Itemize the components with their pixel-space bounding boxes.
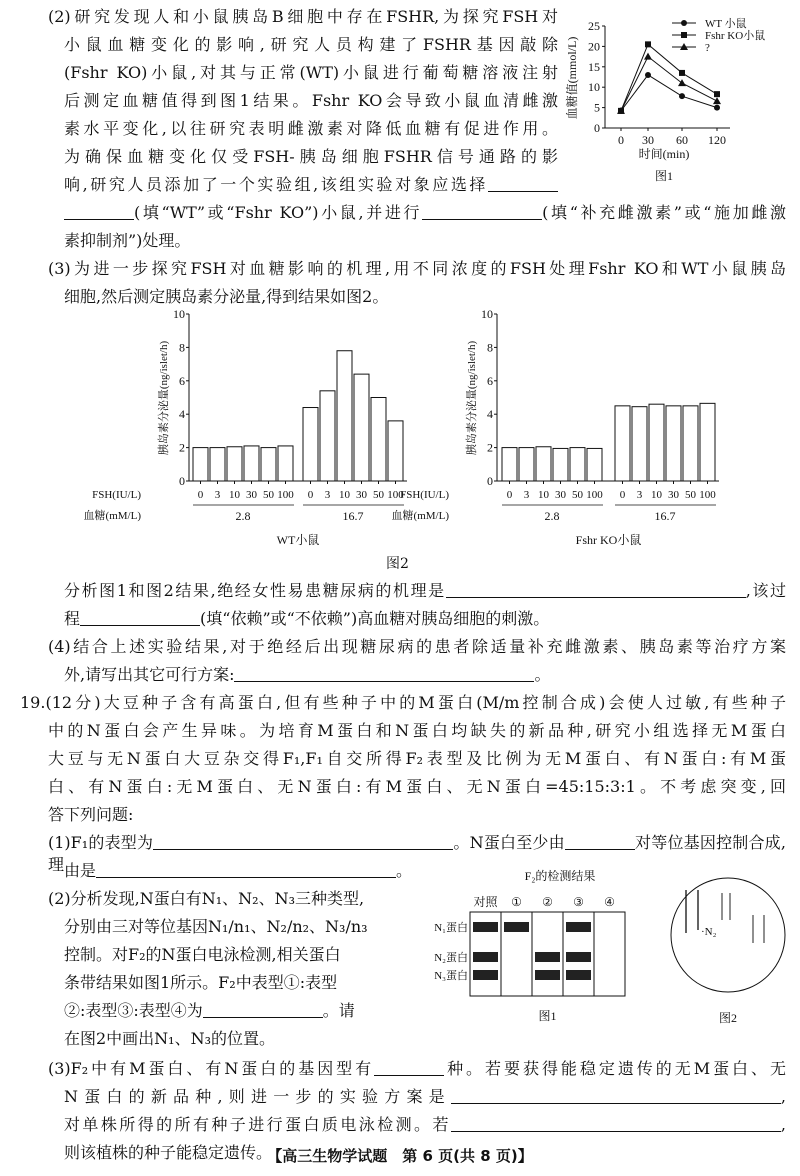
row-label-fsh: FSH(IU/L) <box>92 489 141 501</box>
y-tick-label: 6 <box>179 373 185 388</box>
bar <box>666 406 681 481</box>
text-line <box>64 1028 275 1050</box>
text-segment: 程 <box>64 609 81 628</box>
group-label: 2.8 <box>235 509 251 523</box>
answer-blank[interactable] <box>565 833 635 850</box>
protein-band <box>535 970 560 980</box>
text-line <box>48 888 364 910</box>
y-tick-label: 0 <box>487 474 493 488</box>
y-tick-label: 0 <box>594 121 600 135</box>
text-segment: 条带结果如图1所示。F₂中表型①:表型 <box>64 973 338 992</box>
text-segment: N蛋白的新品种,则进一步的实验方案是 <box>64 1087 451 1106</box>
text-segment: (Fshr KO)小鼠,对其与正常(WT)小鼠进行葡萄糖溶液注射 <box>64 63 558 82</box>
x-tick-label: 10 <box>339 489 350 501</box>
text-segment: 对单株所得的所有种子进行蛋白质电泳检测。若 <box>64 1115 451 1134</box>
text-segment: 为确保血糖变化仅受FSH-胰岛细胞FSHR信号通路的影 <box>64 147 558 166</box>
figure-2-wt-bar-chart <box>83 300 420 560</box>
x-tick-label: 50 <box>263 489 274 501</box>
text-line <box>48 720 786 742</box>
x-tick-label: 100 <box>699 489 716 501</box>
group-label: 2.8 <box>544 509 560 523</box>
x-tick-label: 0 <box>197 489 204 501</box>
text-line <box>64 174 558 196</box>
x-tick-label: 3 <box>523 489 530 501</box>
y-axis-label: 血糖值(mmol/L) <box>565 36 579 120</box>
x-tick-label: 3 <box>324 489 331 501</box>
answer-blank[interactable] <box>80 609 200 626</box>
text-line <box>48 258 786 280</box>
text-line <box>64 62 558 84</box>
text-segment: 在图2中画出N₁、N₃的位置。 <box>64 1029 276 1048</box>
text-segment: 分析图1和图2结果,绝经女性易患糖尿病的机理是 <box>64 581 446 600</box>
text-segment: (填“依赖”或“不依赖”)高血糖对胰岛细胞的刺激。 <box>200 609 550 628</box>
text-segment: 大豆与无N蛋白大豆杂交得F₁,F₁自交所得F₂表型及比例为无M蛋白、有N蛋白:有M蛋 <box>48 749 786 768</box>
y-tick-label: 4 <box>179 407 185 422</box>
data-point <box>681 20 687 26</box>
text-segment: 素抑制剂”)处理。 <box>64 231 191 250</box>
text-segment: 19.(12分)大豆种子含有高蛋白,但有些种子中的M蛋白(M/m控制合成)会使人过敏,有些种子 <box>20 693 786 712</box>
protein-band <box>473 970 498 980</box>
x-axis-label: 时间(min) <box>638 147 690 161</box>
answer-blank[interactable] <box>422 203 542 220</box>
text-segment: 。 <box>396 861 413 880</box>
x-tick-label: 10 <box>651 489 662 501</box>
text-line <box>64 608 549 630</box>
x-tick-label: 50 <box>373 489 384 501</box>
bar <box>649 404 664 481</box>
legend-label: ? <box>705 42 710 54</box>
y-tick-label: 15 <box>588 59 600 74</box>
y-tick-label: 10 <box>588 80 600 95</box>
text-segment: (4)结合上述实验结果,对于绝经后出现糖尿病的患者除适量补充雌激素、胰岛素等治疗方案 <box>48 637 786 656</box>
x-tick-label: 30 <box>246 489 257 501</box>
gel-figure <box>430 860 640 1030</box>
text-segment: , <box>780 1087 786 1106</box>
data-point <box>714 91 720 97</box>
bar <box>536 447 551 481</box>
text-segment: 中的N蛋白会产生异味。为培育M蛋白和N蛋白均缺失的新品种,研究小组选择无M蛋白 <box>48 721 786 740</box>
gel-caption: 图1 <box>538 1009 557 1023</box>
band-row-label: N₃蛋白 <box>434 970 468 982</box>
text-segment: (3)F₂中有M蛋白、有N蛋白的基因型有 <box>48 1059 375 1078</box>
answer-blank[interactable] <box>451 1115 781 1132</box>
text-line <box>48 748 786 770</box>
text-line <box>64 860 412 882</box>
x-tick-label: 3 <box>636 489 643 501</box>
data-point <box>644 53 652 60</box>
data-point <box>681 32 687 38</box>
group-label: 16.7 <box>654 509 676 523</box>
protein-band <box>566 970 591 980</box>
chart-title: Fshr KO小鼠 <box>575 533 642 547</box>
y-tick-label: 8 <box>487 340 493 355</box>
text-segment: 对等位基因控制合成,理 <box>48 833 786 874</box>
series-line <box>621 75 717 111</box>
circle-figure <box>660 870 800 1030</box>
text-segment: 细胞,然后测定胰岛素分泌量,得到结果如图2。 <box>64 287 389 306</box>
x-tick-label: 0 <box>619 489 626 501</box>
text-segment: ②:表型③:表型④为 <box>64 1001 203 1020</box>
bar <box>683 406 698 481</box>
bar <box>371 398 386 482</box>
text-segment: 则该植株的种子能稳定遗传。 <box>64 1143 273 1162</box>
answer-blank[interactable] <box>374 1059 444 1076</box>
x-tick-label: 50 <box>572 489 583 501</box>
bar <box>700 403 715 481</box>
group-label: 16.7 <box>342 509 364 523</box>
x-tick-label: 10 <box>229 489 240 501</box>
legend-label: Fshr KO小鼠 <box>705 30 766 42</box>
legend-label: WT 小鼠 <box>705 18 747 30</box>
text-line <box>64 916 368 938</box>
y-tick-label: 10 <box>481 307 493 321</box>
answer-blank[interactable] <box>64 203 134 220</box>
text-line <box>64 202 786 224</box>
text-segment: ,该过 <box>745 581 786 600</box>
text-line <box>64 664 551 686</box>
answer-blank[interactable] <box>234 665 534 682</box>
lane-label: ③ <box>573 895 584 909</box>
chart-title: WT小鼠 <box>276 533 320 547</box>
x-tick-label: 100 <box>586 489 603 501</box>
text-segment: , <box>780 1115 786 1134</box>
text-line <box>64 34 558 56</box>
text-segment: 分别由三对等位基因N₁/n₁、N₂/n₂、N₃/n₃ <box>64 917 368 936</box>
protein-band <box>566 952 591 962</box>
text-line <box>48 6 558 28</box>
figure-2-caption: 图2 <box>386 556 409 572</box>
protein-band <box>566 922 591 932</box>
y-tick-label: 5 <box>594 100 600 115</box>
bar <box>193 448 208 481</box>
text-segment: 响,研究人员添加了一个实验组,该组实验对象应选择 <box>64 175 488 194</box>
text-segment: (2)分析发现,N蛋白有N₁、N₂、N₃三种类型, <box>48 889 365 908</box>
text-line <box>48 1058 786 1080</box>
text-segment: 白、有N蛋白:无M蛋白、无N蛋白:有M蛋白、无N蛋白=45:15:3:1。不考虑突变,回 <box>48 777 786 796</box>
text-line <box>64 118 558 140</box>
x-tick-label: 30 <box>668 489 679 501</box>
text-segment: 。 <box>534 665 551 684</box>
text-segment: (填“WT”或“Fshr KO”)小鼠,并进行 <box>134 203 423 222</box>
band-row-label: N₂蛋白 <box>434 952 468 964</box>
y-tick-label: 6 <box>487 373 493 388</box>
row-label-glucose: 血糖(mM/L) <box>83 510 141 522</box>
bar <box>278 446 293 481</box>
text-line <box>64 1114 786 1136</box>
text-line <box>64 90 558 112</box>
protein-band <box>504 922 529 932</box>
lane-label: ② <box>542 895 553 909</box>
x-tick-label: 100 <box>387 489 404 501</box>
protein-band <box>535 952 560 962</box>
bar <box>261 448 276 481</box>
answer-blank[interactable] <box>96 861 396 878</box>
band-row-label: N₁蛋白 <box>434 922 468 934</box>
text-segment: 答下列问题: <box>48 805 134 824</box>
x-tick-label: 3 <box>214 489 221 501</box>
x-tick-label: 0 <box>506 489 513 501</box>
lane-label: 对照 <box>473 895 498 909</box>
bar <box>354 374 369 481</box>
row-label-fsh: FSH(IU/L) <box>400 489 449 501</box>
x-tick-label: 10 <box>538 489 549 501</box>
bar <box>320 391 335 481</box>
lane-label: ④ <box>604 895 615 909</box>
y-tick-label: 4 <box>487 407 493 422</box>
bar <box>502 448 517 481</box>
bar <box>210 448 225 481</box>
data-point <box>713 97 721 104</box>
y-tick-label: 20 <box>588 39 600 54</box>
bar <box>587 448 602 481</box>
text-segment: 后测定血糖值得到图1结果。Fshr KO会导致小鼠血清雌激 <box>64 91 558 110</box>
row-label-glucose: 血糖(mM/L) <box>391 510 449 522</box>
lane-label: ① <box>511 895 522 909</box>
y-axis-label: 胰岛素分泌量(ng/islet/h) <box>466 340 478 456</box>
x-tick-label: 0 <box>307 489 314 501</box>
x-tick-label: 30 <box>555 489 566 501</box>
x-tick-label: 60 <box>676 133 688 147</box>
bar <box>244 446 259 481</box>
text-segment: 小鼠血糖变化的影响,研究人员构建了FSHR基因敲除 <box>64 35 558 54</box>
y-tick-label: 2 <box>487 440 493 455</box>
figure-2-ko-bar-chart <box>391 300 730 560</box>
bar <box>337 351 352 481</box>
chart-title: 图1 <box>654 169 674 183</box>
text-segment: 种。若要获得能稳定遗传的无M蛋白、无 <box>444 1059 786 1078</box>
text-segment: 素水平变化,以往研究表明雌激素对降低血糖有促进作用。 <box>64 119 558 138</box>
cell-circle <box>671 878 785 992</box>
data-point <box>645 72 651 78</box>
x-tick-label: 30 <box>356 489 367 501</box>
y-axis-label: 胰岛素分泌量(ng/islet/h) <box>158 340 170 456</box>
text-segment: 控制。对F₂的N蛋白电泳检测,相关蛋白 <box>64 945 341 964</box>
text-segment: 由是 <box>64 861 97 880</box>
bar <box>388 421 403 481</box>
text-line <box>48 804 133 826</box>
y-tick-label: 0 <box>179 474 185 488</box>
y-tick-label: 8 <box>179 340 185 355</box>
bar <box>632 407 647 481</box>
x-tick-label: 100 <box>277 489 294 501</box>
answer-blank[interactable] <box>203 1001 323 1018</box>
text-line <box>64 230 190 252</box>
text-line <box>64 1086 786 1108</box>
answer-blank[interactable] <box>451 1087 781 1104</box>
figure-1-line-chart <box>560 0 800 190</box>
text-line <box>64 972 337 994</box>
answer-blank[interactable] <box>153 833 453 850</box>
answer-blank[interactable] <box>446 581 746 598</box>
text-line <box>64 1000 355 1022</box>
bar <box>227 447 242 481</box>
x-tick-label: 120 <box>708 133 726 147</box>
text-segment: 。N蛋白至少由 <box>453 833 565 852</box>
text-line <box>48 776 786 798</box>
text-segment: 。请 <box>322 1001 355 1020</box>
data-point <box>645 41 651 47</box>
data-point <box>714 105 720 111</box>
data-point <box>679 93 685 99</box>
bar <box>303 408 318 481</box>
text-segment: (填“补充雌激素”或“施加雌激 <box>542 203 786 222</box>
y-tick-label: 10 <box>173 307 185 321</box>
x-tick-label: 0 <box>618 133 624 147</box>
answer-blank[interactable] <box>488 175 558 192</box>
bar <box>570 448 585 481</box>
y-tick-label: 25 <box>588 19 600 33</box>
data-point <box>678 79 686 86</box>
text-segment: (2)研究发现人和小鼠胰岛B细胞中存在FSHR,为探究FSH对 <box>48 7 558 26</box>
x-tick-label: 30 <box>642 133 654 147</box>
text-line <box>64 146 558 168</box>
text-segment: 外,请写出其它可行方案: <box>64 665 235 684</box>
y-tick-label: 2 <box>179 440 185 455</box>
text-line <box>20 692 786 714</box>
gel-title: F₂的检测结果 <box>524 869 596 883</box>
bar <box>519 448 534 481</box>
page-footer: 【高三生物学试题 第 6 页(共 8 页)】 <box>267 1147 533 1165</box>
protein-band <box>473 952 498 962</box>
bar <box>615 406 630 481</box>
series-line <box>621 44 717 111</box>
circle-caption: 图2 <box>718 1011 738 1025</box>
protein-band <box>473 922 498 932</box>
text-segment: (3)为进一步探究FSH对血糖影响的机理,用不同浓度的FSH处理Fshr KO和WT小鼠胰岛 <box>48 259 786 278</box>
x-tick-label: 50 <box>685 489 696 501</box>
bar <box>553 448 568 481</box>
text-line <box>64 580 786 602</box>
text-segment: (1)F₁的表型为 <box>48 833 154 852</box>
n2-label: ·N₂ <box>701 926 717 938</box>
data-point <box>679 70 685 76</box>
text-line <box>48 636 786 658</box>
text-line <box>64 944 341 966</box>
